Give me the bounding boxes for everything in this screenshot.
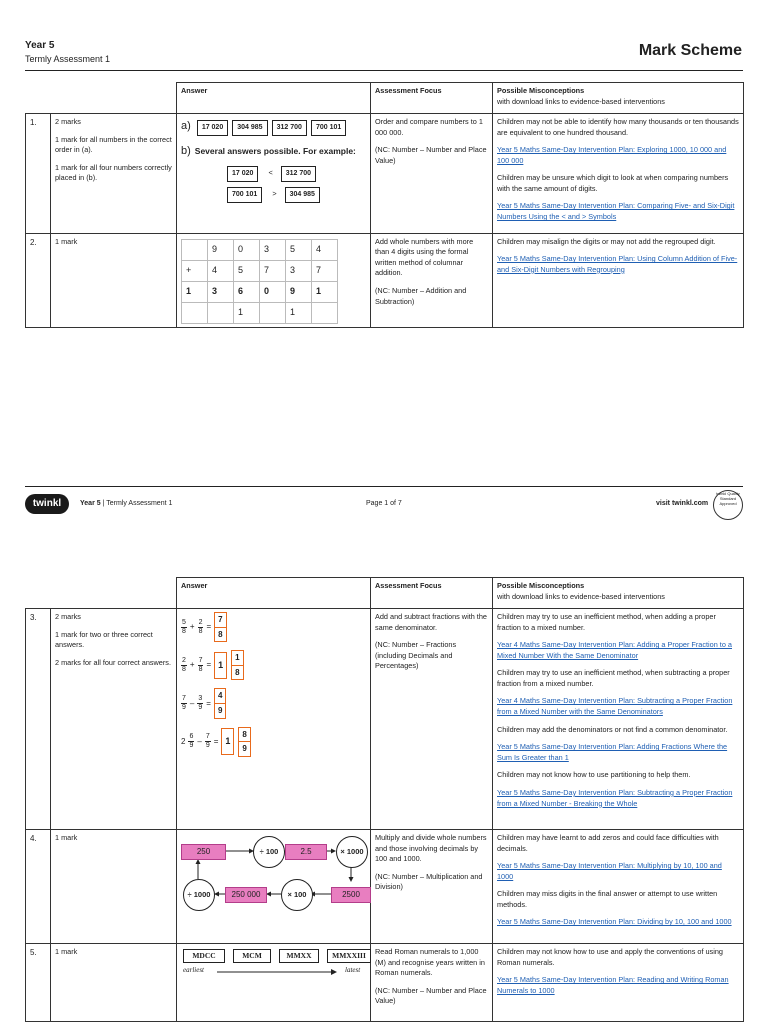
col-misconceptions: Possible Misconceptions with download links to evidence-based interventions (493, 578, 744, 609)
question-number: 4. (26, 830, 51, 944)
question-row-5 (26, 944, 744, 1022)
page-title: Mark Scheme (638, 42, 742, 59)
latest-label: latest (345, 966, 361, 974)
misconceptions-cell: Children may not be able to identify how many thousands or ten thousands are equivalent to one hundred thousand. Year 5 Maths Same-Day Intervention Plan: Exploring 1000, 10 000 and 100 000 Children may be unsure which digit to look at when comparing numbers with the same amount of digits. Year 5 Maths Same-Day Intervention Plan: Comparing Five- and Six-Digit Numbers Using the < and > Symbols (493, 114, 744, 234)
question-row-4 (26, 830, 744, 944)
focus-cell: Read Roman numerals to 1,000 (M) and recognise years written in Roman numerals. (NC: Number – Number and Place Value) (371, 944, 493, 1022)
order-box: 700 101 (311, 120, 346, 136)
intervention-link[interactable]: Year 5 Maths Same-Day Intervention Plan: Adding Fractions Where the Sum Is Greater than 1 (497, 742, 728, 762)
marks-cell: 2 marks 1 mark for two or three correct answers. 2 marks for all four correct answers. (51, 609, 177, 830)
page-number: Page 1 of 7 (366, 500, 402, 507)
operation-circle: × 100 (281, 879, 313, 911)
order-box: 312 700 (272, 120, 307, 136)
footer-label: Year 5 | Termly Assessment 1 (80, 500, 173, 507)
col-answer: Answer (177, 578, 371, 609)
column-addition: 9 0 3 5 4 + 4 5 7 3 7 1 3 6 0 9 1 1 1 (181, 239, 338, 324)
footer-divider (25, 486, 743, 487)
marks-cell: 1 mark (51, 830, 177, 944)
order-box: 17 020 (197, 120, 228, 136)
answer-cell (177, 114, 371, 234)
fraction-equation: $\frac{5}{8}$ + $\frac{2}{8}$ = $\frac{7}{8}$ (181, 612, 366, 642)
marks-cell: 1 mark (51, 944, 177, 1022)
fraction-equation: $\frac{7}{9}$ – $\frac{3}{9}$ = $\frac{4}{9}$ (181, 688, 366, 718)
twinkl-logo: twinkl (25, 494, 69, 514)
compare-box: 700 101 (227, 187, 262, 203)
timeline-arrow (217, 968, 337, 976)
answer-cell (177, 233, 371, 327)
value-box: 250 000 (225, 887, 267, 903)
focus-cell: Multiply and divide whole numbers and those involving decimals by 100 and 1000. (NC: Number – Multiplication and Division) (371, 830, 493, 944)
compare-box: 17 020 (227, 166, 258, 182)
intervention-link[interactable]: Year 5 Maths Same-Day Intervention Plan: Using Column Addition of Five- and Six-Digit Numbers with Regrouping (497, 254, 738, 274)
roman-numeral-order (181, 947, 371, 981)
mark-scheme-table-1 (25, 82, 744, 328)
question-number: 2. (26, 233, 51, 327)
misconceptions-cell: Children may have learnt to add zeros and could face difficulties with decimals. Year 5 Maths Same-Day Intervention Plan: Multiplying by 10, 100 and 1000 Children may miss digits in the final answer or attempt to use written methods. Year 5 Maths Same-Day Intervention Plan: Dividing by 10, 100 and 1000 (493, 830, 744, 944)
roman-box: MMXXIII (327, 949, 371, 963)
col-focus: Assessment Focus (371, 83, 493, 114)
header-divider (25, 70, 743, 71)
roman-box: MDCC (183, 949, 225, 963)
focus-cell: Add whole numbers with more than 4 digits using the formal written method of columnar addition. (NC: Number – Addition and Subtraction) (371, 233, 493, 327)
focus-cell: Order and compare numbers to 1 000 000. (NC: Number – Number and Place Value) (371, 114, 493, 234)
header-year: Year 5 (25, 40, 55, 51)
value-box: 250 (181, 844, 226, 860)
misconceptions-cell: Children may not know how to use and apply the conventions of using Roman numerals. Year 5 Maths Same-Day Intervention Plan: Reading and Writing Roman Numerals to 1000 (493, 944, 744, 1022)
operation-circle: × 1000 (336, 836, 368, 868)
part-b-label: b) (181, 145, 191, 158)
header-assessment: Termly Assessment 1 (25, 54, 111, 64)
compare-box: 304 985 (285, 187, 320, 203)
intervention-link[interactable]: Year 5 Maths Same-Day Intervention Plan: Comparing Five- and Six-Digit Numbers Using the < and > Symbols (497, 201, 735, 222)
intervention-link[interactable]: Year 5 Maths Same-Day Intervention Plan: Reading and Writing Roman Numerals to 1000 (497, 975, 729, 995)
part-a-label: a) (181, 120, 191, 132)
fraction-equation: 2 $\frac{6}{9}$ – $\frac{7}{9}$ = 1 8 9 (181, 727, 366, 757)
intervention-link[interactable]: Year 5 Maths Same-Day Intervention Plan: Multiplying by 10, 100 and 1000 (497, 861, 722, 881)
intervention-link[interactable]: Year 4 Maths Same-Day Intervention Plan: Adding a Proper Fraction to a Mixed Number With the Same Denominator (497, 640, 732, 660)
compare-box: 312 700 (281, 166, 316, 182)
value-box: 2500 (331, 887, 371, 903)
question-row-2 (26, 233, 744, 327)
question-number: 1. (26, 114, 51, 234)
mark-scheme-table-2 (25, 577, 744, 1022)
fraction-equation: $\frac{2}{8}$ + $\frac{7}{8}$ = 1 1 8 (181, 650, 366, 680)
question-number: 3. (26, 609, 51, 830)
operation-circle: ÷ 100 (253, 836, 285, 868)
intervention-link[interactable]: Year 5 Maths Same-Day Intervention Plan: Exploring 1000, 10 000 and 100 000 (497, 145, 727, 165)
answer-cell (177, 830, 371, 944)
value-box: 2.5 (285, 844, 327, 860)
operation-circle: ÷ 1000 (183, 879, 215, 911)
question-number: 5. (26, 944, 51, 1022)
function-machine (181, 833, 371, 933)
intervention-link[interactable]: Year 5 Maths Same-Day Intervention Plan: Dividing by 10, 100 and 1000 (497, 917, 732, 927)
question-row-3 (26, 609, 744, 830)
misconceptions-cell: Children may misalign the digits or may not add the regrouped digit. Year 5 Maths Same-Day Intervention Plan: Using Column Addition of Five- and Six-Digit Numbers with Regrouping (493, 233, 744, 327)
answer-cell (177, 609, 371, 830)
answer-cell (177, 944, 371, 1022)
marks-cell: 1 mark (51, 233, 177, 327)
intervention-link[interactable]: Year 4 Maths Same-Day Intervention Plan: Subtracting a Proper Fraction from a Mixed Number with the Same Denominators (497, 696, 733, 717)
focus-cell: Add and subtract fractions with the same denominator. (NC: Number – Fractions (including Decimals and Percentages) (371, 609, 493, 830)
misconceptions-cell: Children may try to use an inefficient method, when adding a proper fraction to a mixed number. Year 4 Maths Same-Day Intervention Plan: Adding a Proper Fraction to a Mixed Number With the Same Denominator Children may try to use an inefficient method, when subtracting a proper fraction from a mixed number. Year 4 Maths Same-Day Intervention Plan: Subtracting a Proper Fraction from a Mixed Number with the Same Denominators Children may add the denominators or not find a common denominator. Year 5 Maths Same-Day Intervention Plan: Adding Fractions Where the Sum Is Greater than 1 Children may not know how to use partitioning to help them. Year 5 Maths Same-Day Intervention Plan: Subtracting a Proper Fraction from a Mixed Number - Breaking the Whole (493, 609, 744, 830)
question-row-1 (26, 114, 744, 234)
compare-symbol: < (268, 168, 273, 178)
footer-website[interactable]: visit twinkl.com (656, 500, 709, 507)
intervention-link[interactable]: Year 5 Maths Same-Day Intervention Plan: Subtracting a Proper Fraction from a Mixed Number - Breaking the Whole (497, 787, 733, 808)
quality-badge-icon: twinkl Quality Standard Approved (713, 490, 743, 520)
compare-symbol: > (272, 189, 277, 199)
col-answer: Answer (177, 83, 371, 114)
roman-box: MCM (233, 949, 271, 963)
col-focus: Assessment Focus (371, 578, 493, 609)
earliest-label: earliest (183, 966, 204, 974)
col-misconceptions: Possible Misconceptions with download links to evidence-based interventions (493, 83, 744, 114)
order-box: 304 985 (232, 120, 267, 136)
marks-cell: 2 marks 1 mark for all numbers in the correct order in (a). 1 mark for all four numbers correctly placed in (b). (51, 114, 177, 234)
roman-box: MMXX (279, 949, 319, 963)
part-b-text: Several answers possible. For example: (194, 146, 356, 157)
